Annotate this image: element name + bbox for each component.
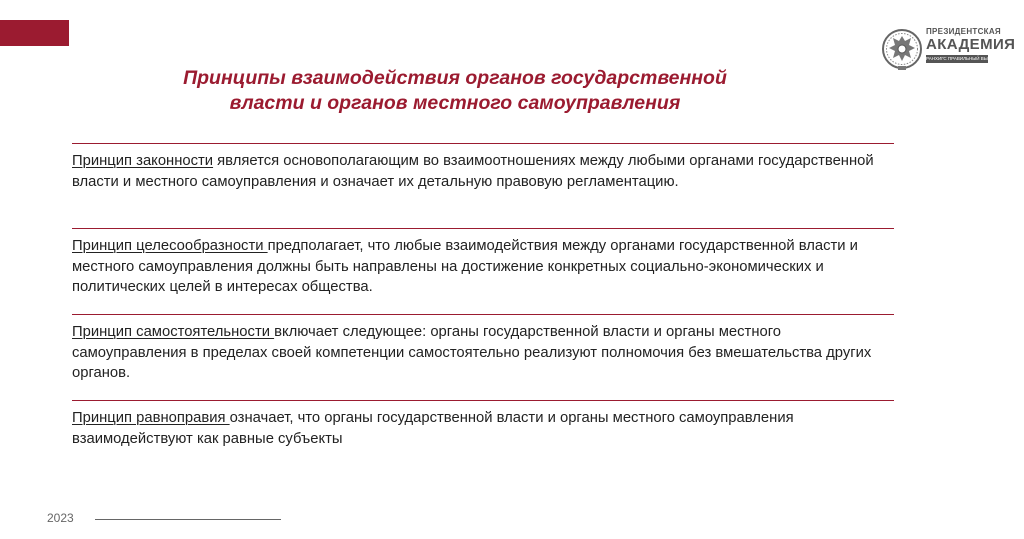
principle-item-legality	[72, 143, 894, 192]
academy-emblem-icon	[880, 24, 924, 74]
principle-text: включает следующее: органы государственной власти и органы местного самоуправления в пределах своей компетенции самостоятельно реализуют полномочия без вмешательства других органов.	[72, 324, 872, 381]
principle-text: означает, что органы государственной власти и органы местного самоуправления взаимодействуют как равные субъекты	[72, 410, 794, 447]
logo-tagline: РАНХИГС ПРАВИЛЬНЫЙ ВЫБОР	[926, 56, 998, 61]
principle-item-independence	[72, 314, 894, 384]
principle-name: Принцип законности	[72, 153, 214, 169]
principle-paragraph	[72, 322, 894, 384]
principle-name: Принцип целесообразности	[72, 238, 268, 254]
footer-year: 2023	[47, 511, 74, 525]
logo-name: АКАДЕМИЯ	[926, 36, 1016, 53]
academy-logo	[880, 24, 1016, 76]
principle-paragraph	[72, 236, 894, 298]
principle-paragraph	[72, 408, 894, 449]
principle-text: является основополагающим во взаимоотношениях между любыми органами государственной власти и местного самоуправления и означает их детальную правовую регламентацию.	[72, 153, 874, 190]
slide-title-line-2: власти и органов местного самоуправления	[229, 92, 681, 114]
accent-bar	[0, 20, 69, 46]
principle-text: предполагает, что любые взаимодействия между органами государственной власти и местного самоуправления должны быть направлены на достижение конкретных социально-экономических и политических целей в интересах общества.	[72, 238, 858, 295]
footer-divider	[95, 519, 281, 520]
logo-subtitle: ПРЕЗИДЕНТСКАЯ	[926, 27, 1001, 36]
principle-item-expediency	[72, 228, 894, 298]
principle-name: Принцип равноправия	[72, 410, 230, 426]
principle-paragraph	[72, 151, 894, 192]
slide-title-line-1: Принципы взаимодействия органов государственной	[183, 67, 727, 89]
principle-item-equality	[72, 400, 894, 449]
principle-name: Принцип самостоятельности	[72, 324, 275, 340]
slide-title	[100, 66, 810, 116]
